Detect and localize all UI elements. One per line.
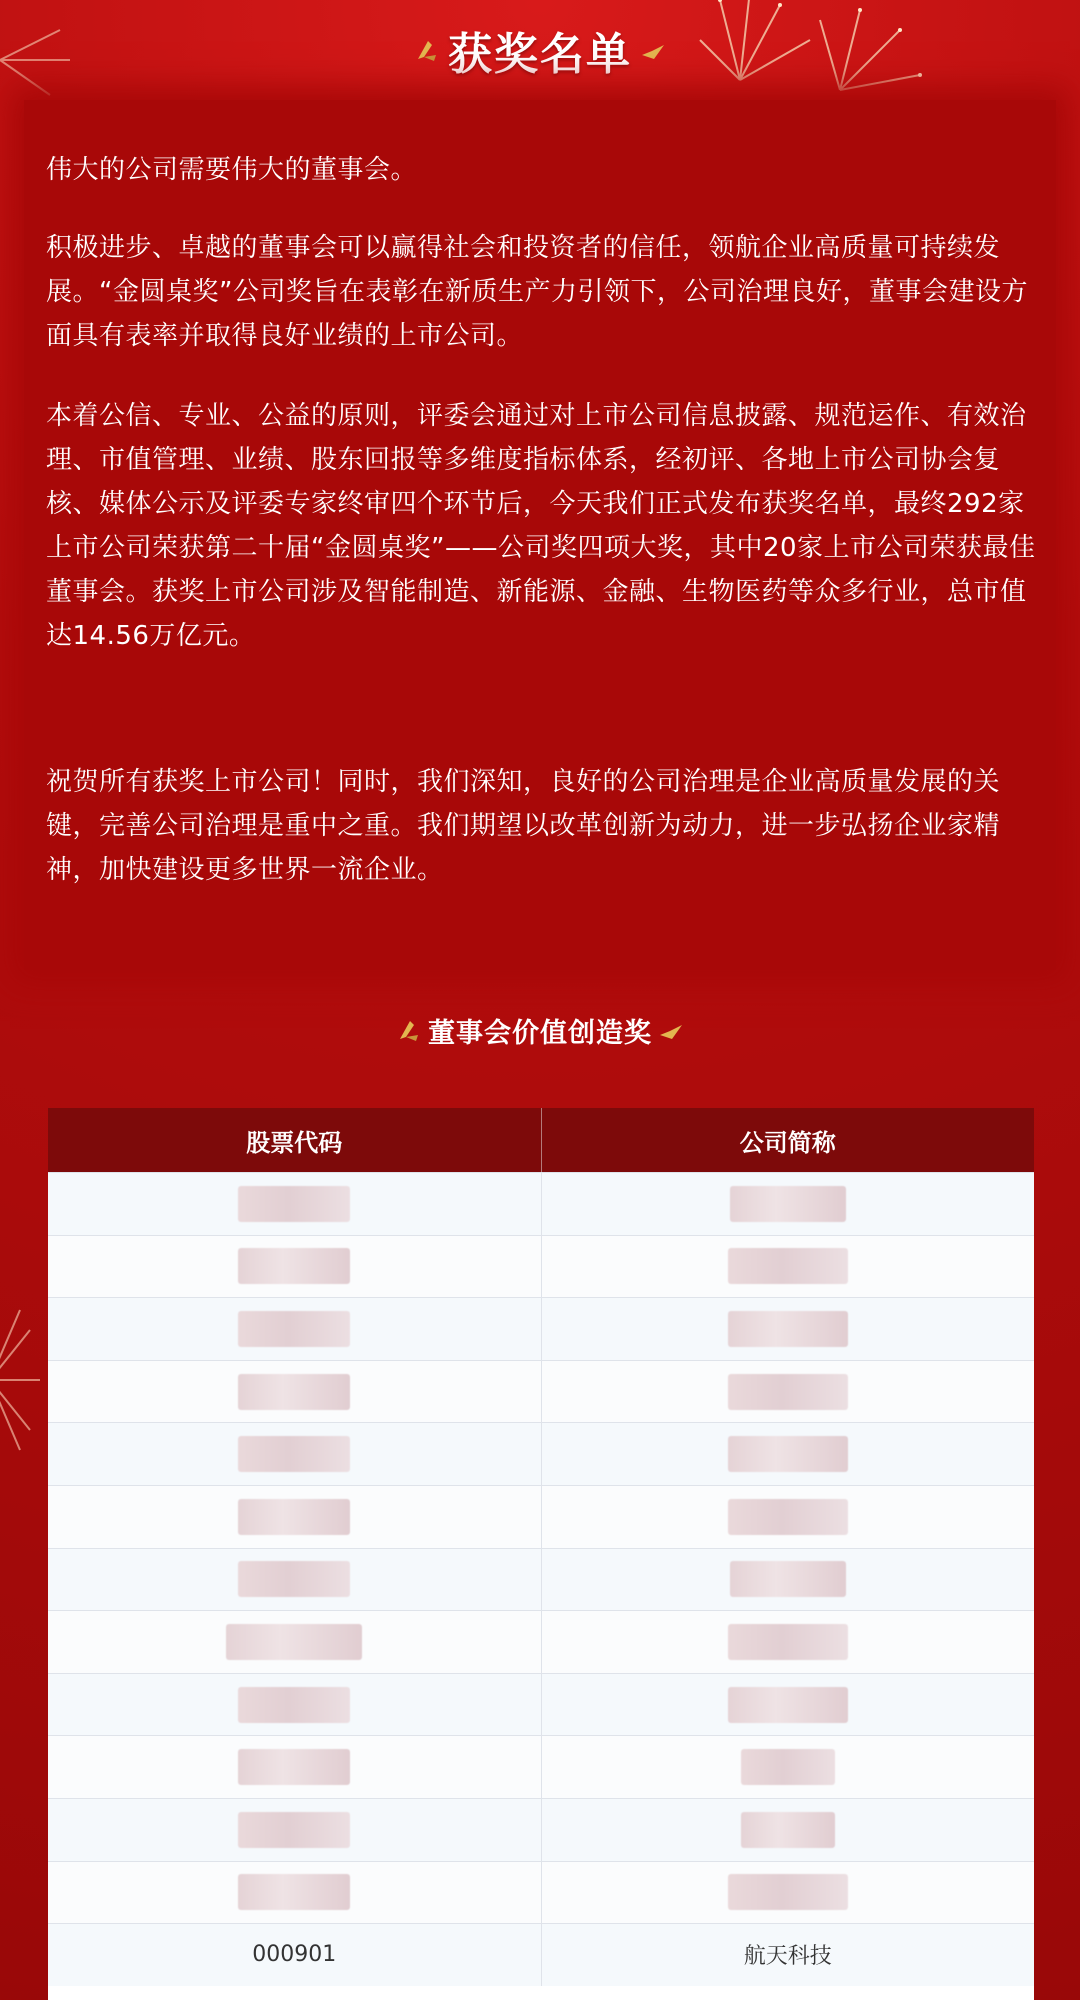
redacted-value: [730, 1186, 846, 1222]
table-body: [48, 1172, 1034, 1986]
page-header: [0, 0, 1080, 100]
redacted-value: [238, 1499, 350, 1535]
intro-paragraph: 本着公信、专业、公益的原则，评委会通过对上市公司信息披露、规范运作、有效治理、市值管理、业绩、股东回报等多维度指标体系，经初评、各地上市公司协会复核、媒体公示及评委专家终审四个环节后，今天我们正式发布获奖名单，最终292家上市公司荣获第二十届“金圆桌奖”——公司奖四项大奖，其中20家上市公司荣获最佳董事会。获奖上市公司涉及智能制造、新能源、金融、生物医药等众多行业，总市值达14.56万亿元。: [46, 401, 1036, 651]
table-row: [48, 1861, 1034, 1924]
column-header-company-name: 公司简称: [739, 1128, 836, 1157]
redacted-value: [728, 1687, 848, 1723]
table-row: [48, 1422, 1034, 1485]
stock-code-cell: [48, 1298, 542, 1360]
redacted-value: [238, 1374, 350, 1410]
redacted-value: [238, 1749, 350, 1785]
redacted-value: [741, 1812, 835, 1848]
company-name-cell: [542, 1486, 1035, 1548]
section-header: [0, 1000, 1080, 1060]
redacted-value: [728, 1436, 848, 1472]
table-row: [48, 1923, 1034, 1986]
company-name-cell: [542, 1862, 1035, 1924]
table-row: [48, 1735, 1034, 1798]
redacted-value: [741, 1749, 835, 1785]
section-title: 董事会价值创造奖: [428, 1017, 652, 1049]
company-name-cell: [542, 1736, 1035, 1798]
redacted-value: [238, 1561, 350, 1597]
stock-code-cell: [48, 1862, 542, 1924]
intro-section: [24, 100, 1056, 970]
firework-icon: [0, 1290, 50, 1470]
company-name-cell: [542, 1549, 1035, 1611]
stock-code-cell: [48, 1611, 542, 1673]
table-row: [48, 1297, 1034, 1360]
gold-ribbon-icon: [640, 37, 666, 63]
redacted-value: [728, 1624, 848, 1660]
awards-table: [48, 1108, 1034, 2000]
stock-code-cell: [48, 1173, 542, 1235]
stock-code-cell: [48, 1674, 542, 1736]
table-header-row: [48, 1108, 1034, 1172]
company-name-cell: [542, 1674, 1035, 1736]
stock-code-cell: [48, 1736, 542, 1798]
company-name-cell: [542, 1611, 1035, 1673]
redacted-value: [226, 1624, 362, 1660]
table-row: [48, 1172, 1034, 1235]
intro-paragraph: 积极进步、卓越的董事会可以赢得社会和投资者的信任，领航企业高质量可持续发展。“金圆桌奖”公司奖旨在表彰在新质生产力引领下，公司治理良好，董事会建设方面具有表率并取得良好业绩的上市公司。: [46, 233, 1028, 351]
redacted-value: [728, 1248, 848, 1284]
redacted-value: [238, 1248, 350, 1284]
redacted-value: [728, 1374, 848, 1410]
table-row: [48, 1610, 1034, 1673]
table-row: [48, 1798, 1034, 1861]
redacted-value: [238, 1687, 350, 1723]
redacted-value: [238, 1874, 350, 1910]
intro-paragraph: 伟大的公司需要伟大的董事会。: [46, 155, 418, 185]
page-title: 获奖名单: [448, 29, 632, 80]
stock-code-cell: 000901: [48, 1924, 542, 1986]
redacted-value: [728, 1499, 848, 1535]
company-name-cell: [542, 1236, 1035, 1298]
table-row: [48, 1485, 1034, 1548]
stock-code-cell: [48, 1423, 542, 1485]
gold-ribbon-icon: [396, 1017, 422, 1043]
redacted-value: [728, 1311, 848, 1347]
table-row: [48, 1360, 1034, 1423]
redacted-value: [238, 1186, 350, 1222]
gold-ribbon-icon: [414, 37, 440, 63]
stock-code-cell: [48, 1486, 542, 1548]
redacted-value: [238, 1812, 350, 1848]
table-row: [48, 1235, 1034, 1298]
column-header-stock-code: 股票代码: [48, 1108, 542, 1172]
company-name-cell: [542, 1173, 1035, 1235]
gold-ribbon-icon: [658, 1017, 684, 1043]
stock-code-cell: [48, 1549, 542, 1611]
table-row: [48, 1548, 1034, 1611]
company-name-cell: 航天科技: [743, 1944, 832, 1970]
stock-code-cell: [48, 1799, 542, 1861]
company-name-cell: [542, 1361, 1035, 1423]
stock-code-cell: [48, 1236, 542, 1298]
company-name-cell: [542, 1298, 1035, 1360]
redacted-value: [238, 1436, 350, 1472]
redacted-value: [730, 1561, 846, 1597]
company-name-cell: [542, 1423, 1035, 1485]
company-name-cell: [542, 1799, 1035, 1861]
table-row: [48, 1673, 1034, 1736]
redacted-value: [238, 1311, 350, 1347]
redacted-value: [728, 1874, 848, 1910]
stock-code-cell: [48, 1361, 542, 1423]
intro-paragraph: 祝贺所有获奖上市公司！同时，我们深知，良好的公司治理是企业高质量发展的关键，完善公司治理是重中之重。我们期望以改革创新为动力，进一步弘扬企业家精神，加快建设更多世界一流企业。: [46, 767, 1001, 885]
